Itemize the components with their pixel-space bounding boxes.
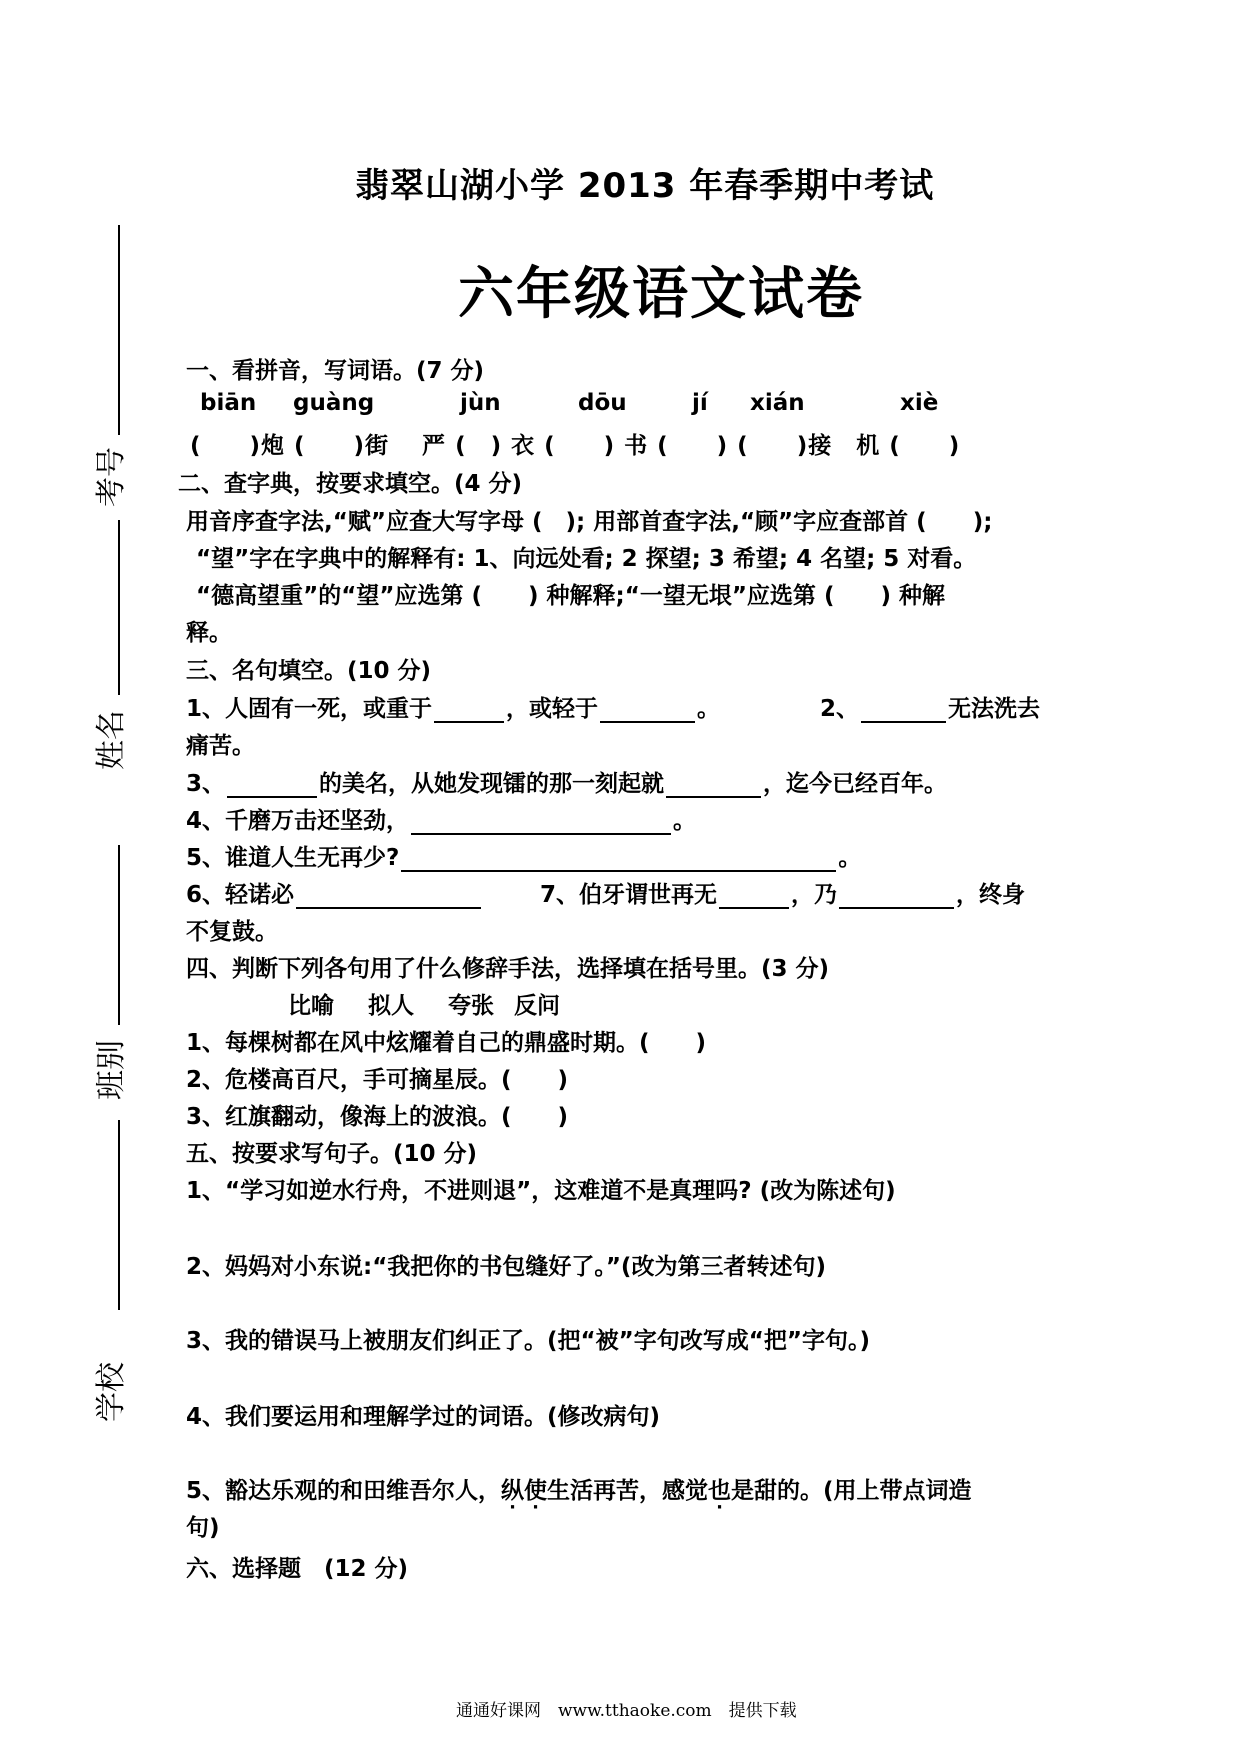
pinyin-5: jí bbox=[692, 390, 708, 416]
section1-answer-row: ( )炮 ( )街 严 ( ) 衣 ( ) 书 ( ) ( )接 机 ( ) bbox=[190, 433, 961, 459]
q7-text-b: ，乃 bbox=[791, 882, 838, 908]
pinyin-6: xián bbox=[750, 390, 805, 416]
section3-q4 bbox=[186, 802, 696, 835]
item5-text-post: 是甜的。(用上带点词造 bbox=[731, 1478, 972, 1504]
q5-text-a: 5、谁道人生无再少? bbox=[186, 845, 400, 871]
q1-blank-2[interactable] bbox=[600, 697, 695, 723]
section4-heading: 四、判断下列各句用了什么修辞手法，选择填在括号里。(3 分) bbox=[186, 956, 830, 982]
binding-label-school: 学校 bbox=[94, 1362, 129, 1422]
section2-line-3: “德高望重”的“望”应选第 ( ) 种解释;“一望无垠”应选第 ( ) 种解 bbox=[196, 583, 945, 609]
paper-title: 六年级语文试卷 bbox=[458, 262, 864, 327]
section3-q7 bbox=[540, 876, 1025, 909]
q1-text-a: 1、人固有一死，或重于 bbox=[186, 696, 433, 722]
section2-heading: 二、查字典，按要求填空。(4 分) bbox=[178, 471, 523, 497]
item5-text-pre: 5、豁达乐观的和田维吾尔人， bbox=[186, 1478, 502, 1504]
q2-text-a: 2、 bbox=[820, 696, 860, 722]
section5-item-5 bbox=[186, 1472, 972, 1505]
option-rhetorical-question: 反问 bbox=[514, 993, 560, 1019]
binding-line-exam-no bbox=[118, 225, 120, 435]
q5-text-b: 。 bbox=[838, 845, 862, 871]
q4-text-a: 4、千磨万击还坚劲， bbox=[186, 808, 410, 834]
option-exaggeration: 夸张 bbox=[448, 993, 494, 1019]
section4-item-3: 3、红旗翻动，像海上的波浪。( ) bbox=[186, 1104, 569, 1130]
q5-blank[interactable] bbox=[401, 846, 836, 872]
school-exam-title: 翡翠山湖小学 2013 年春季期中考试 bbox=[355, 166, 935, 206]
q2-text-b: 无法洗去 bbox=[948, 696, 1041, 722]
binding-line-name bbox=[118, 520, 120, 695]
q2-blank[interactable] bbox=[861, 697, 946, 723]
q3-text-a: 3、 bbox=[186, 771, 226, 797]
q3-blank-1[interactable] bbox=[227, 772, 317, 798]
pinyin-7: xiè bbox=[900, 390, 939, 416]
footer-source: 通通好课网 www.tthaoke.com 提供下载 bbox=[456, 1701, 797, 1721]
binding-label-class: 班别 bbox=[94, 1040, 129, 1100]
rhetoric-options bbox=[288, 987, 560, 1020]
q6-text-a: 6、轻诺必 bbox=[186, 882, 295, 908]
q7-blank-1[interactable] bbox=[719, 883, 789, 909]
binding-label-name: 姓名 bbox=[94, 710, 129, 770]
item5-keyword-3: 也 bbox=[708, 1478, 732, 1504]
q3-text-b: 的美名，从她发现镭的那一刻起就 bbox=[319, 771, 665, 797]
q4-text-b: 。 bbox=[673, 808, 697, 834]
section5-item-2: 2、妈妈对小东说:“我把你的书包缝好了。”(改为第三者转述句) bbox=[186, 1254, 826, 1280]
binding-line-class bbox=[118, 845, 120, 1025]
section2-line-4: 释。 bbox=[186, 620, 232, 646]
section3-q7-cont: 不复鼓。 bbox=[186, 919, 278, 945]
pinyin-2: guàng bbox=[293, 390, 375, 416]
pinyin-1: biān bbox=[200, 390, 257, 416]
section5-item-1: 1、“学习如逆水行舟，不进则退”，这难道不是真理吗? (改为陈述句) bbox=[186, 1178, 896, 1204]
section6-heading: 六、选择题 (12 分) bbox=[186, 1556, 409, 1582]
section4-item-1: 1、每棵树都在风中炫耀着自己的鼎盛时期。( ) bbox=[186, 1030, 707, 1056]
section3-q3 bbox=[186, 765, 947, 798]
q7-text-c: ，终身 bbox=[956, 882, 1026, 908]
section3-q5 bbox=[186, 839, 861, 872]
item5-text-mid: 生活再苦，感觉 bbox=[547, 1478, 709, 1504]
q3-blank-2[interactable] bbox=[666, 772, 761, 798]
section3-q1 bbox=[186, 690, 720, 723]
option-personification: 拟人 bbox=[368, 993, 414, 1019]
section5-item-5-cont: 句) bbox=[186, 1515, 220, 1541]
section2-line-2: “望”字在字典中的解释有: 1、向远处看; 2 探望; 3 希望; 4 名望; 5 对看。 bbox=[196, 546, 977, 572]
q7-blank-2[interactable] bbox=[839, 883, 954, 909]
binding-line-school bbox=[118, 1120, 120, 1310]
binding-label-exam-no: 考号 bbox=[94, 447, 129, 507]
section3-heading: 三、名句填空。(10 分) bbox=[186, 658, 432, 684]
item5-keyword-1: 纵 bbox=[501, 1478, 525, 1504]
section1-heading: 一、看拼音，写词语。(7 分) bbox=[186, 358, 485, 384]
q1-text-c: 。 bbox=[697, 696, 721, 722]
q1-text-b: ，或轻于 bbox=[506, 696, 599, 722]
q6-blank[interactable] bbox=[296, 883, 481, 909]
q7-text-a: 7、伯牙谓世再无 bbox=[540, 882, 718, 908]
pinyin-3: jùn bbox=[460, 390, 501, 416]
section3-q2-cont: 痛苦。 bbox=[186, 733, 255, 759]
section4-item-2: 2、危楼高百尺，手可摘星辰。( ) bbox=[186, 1067, 569, 1093]
section5-heading: 五、按要求写句子。(10 分) bbox=[186, 1141, 478, 1167]
section2-line-1: 用音序查字法,“赋”应查大写字母 ( ); 用部首查字法,“顾”字应查部首 ( ); bbox=[186, 509, 993, 535]
option-simile: 比喻 bbox=[288, 993, 334, 1019]
section5-item-3: 3、我的错误马上被朋友们纠正了。(把“被”字句改写成“把”字句。) bbox=[186, 1328, 870, 1354]
section3-q2 bbox=[820, 690, 1040, 723]
q4-blank[interactable] bbox=[411, 809, 671, 835]
section3-q6 bbox=[186, 876, 483, 909]
item5-keyword-2: 使 bbox=[524, 1478, 548, 1504]
q1-blank-1[interactable] bbox=[434, 697, 504, 723]
pinyin-4: dōu bbox=[578, 390, 627, 416]
section5-item-4: 4、我们要运用和理解学过的词语。(修改病句) bbox=[186, 1404, 661, 1430]
q3-text-c: ，迄今已经百年。 bbox=[763, 771, 948, 797]
